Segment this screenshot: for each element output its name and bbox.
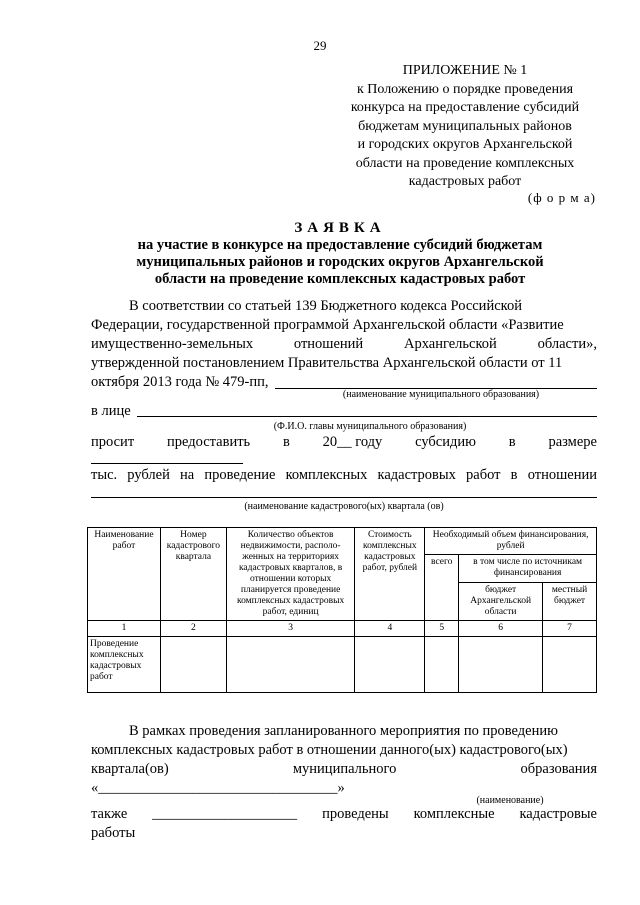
p2-word: квартала(ов) — [91, 761, 169, 777]
table-cell[interactable] — [459, 637, 543, 693]
rubles-word: комплексных — [285, 467, 368, 483]
p1-line: Федерации, государственной программой Архангельской области «Развитие — [91, 317, 564, 333]
appendix-line: бюджетам муниципальных районов — [358, 118, 572, 134]
column-number: 1 — [88, 621, 161, 637]
request-word: субсидию — [415, 434, 476, 450]
head-name-blank[interactable] — [137, 416, 597, 417]
p1-word: области», — [537, 336, 597, 352]
caption-quarter: (наименование кадастрового(ых) квартала (ов) — [244, 501, 444, 512]
appendix-line: и городских округов Архангельской — [357, 137, 573, 152]
request-word: в — [508, 434, 516, 450]
document-heading — [80, 220, 600, 288]
also-word: кадастровые — [519, 806, 597, 822]
header-objects-count: Количество объектов недвижимости, располо-женных на территориях кадастровых кварталов, в отношении которых планируется проведение комплексных кадастровых работ, единиц — [226, 528, 355, 621]
table-cell[interactable] — [355, 637, 425, 693]
also-word: также — [91, 806, 128, 822]
header-cost: Стоимость комплексных кадастровых работ, рублей — [355, 528, 425, 621]
p1-line: В соответствии со статьей 139 Бюджетного кодекса Российской — [129, 298, 522, 314]
p1-word: Архангельской — [404, 336, 497, 352]
p2-line: В рамках проведения запланированного мероприятия по проведению — [129, 723, 558, 739]
row-work-label: Проведение комплексных кадастровых работ — [88, 637, 161, 693]
caption-municipality: (наименование муниципального образования) — [342, 389, 540, 400]
rubles-word: кадастровых — [377, 467, 456, 483]
header-work: Наименование работ — [88, 528, 161, 621]
appendix-line: области на проведение комплексных — [355, 155, 575, 171]
table-cell[interactable] — [543, 637, 597, 693]
rubles-word: на — [180, 467, 195, 483]
heading-subtitle-line: на участие в конкурсе на предоставление субсидий бюджетам — [137, 237, 543, 253]
appendix-line: к Положению о порядке проведения — [356, 81, 574, 97]
also-word: проведены — [322, 806, 389, 822]
appendix-line: кадастровых работ — [408, 174, 522, 189]
request-word: 20__ году — [322, 434, 383, 450]
p2-word: образования — [520, 761, 597, 777]
in-person-label: в лице — [91, 403, 131, 419]
table-header-row — [88, 528, 597, 555]
quarter-blank[interactable] — [91, 497, 597, 498]
rubles-word: проведение — [204, 467, 276, 483]
table-number-row — [88, 621, 597, 637]
page-number: 29 — [313, 38, 327, 53]
column-number: 6 — [459, 621, 543, 637]
p2-word: муниципального — [292, 761, 397, 777]
caption-head: (Ф.И.О. главы муниципального образования) — [273, 421, 467, 432]
header-including: в том числе по источникам финансирования — [459, 555, 597, 583]
request-word: предоставить — [166, 434, 251, 450]
municipality-name-blank[interactable]: «_________________________________» — [91, 780, 345, 796]
header-financing-need: Необходимый объем финансирования, рублей — [425, 528, 597, 555]
also-word: комплексные — [413, 806, 495, 822]
p1-line: утвержденной постановлением Правительства Архангельской области от 11 — [91, 355, 563, 371]
request-word: в — [282, 434, 290, 450]
header-local-budget: местный бюджет — [543, 583, 597, 621]
column-number: 3 — [226, 621, 355, 637]
table-row — [88, 637, 597, 693]
heading-title: ЗАЯВКА — [294, 220, 386, 236]
works-word: работы — [91, 825, 136, 841]
column-number: 2 — [160, 621, 226, 637]
table-cell[interactable] — [425, 637, 459, 693]
p1-line-text: октября 2013 года № 479-пп, — [91, 374, 269, 390]
column-number: 7 — [543, 621, 597, 637]
rubles-word: тыс. — [91, 467, 118, 483]
rubles-word: работ — [466, 467, 501, 483]
column-number: 4 — [355, 621, 425, 637]
works-row — [91, 825, 597, 842]
appendix-title: ПРИЛОЖЕНИЕ № 1 — [402, 63, 528, 78]
also-row — [91, 806, 597, 823]
financing-table — [87, 527, 597, 693]
p2-line: комплексных кадастровых работ в отношении данного(ых) кадастрового(ых) — [91, 742, 568, 758]
in-person-row — [91, 403, 597, 420]
amount-blank[interactable] — [91, 463, 243, 464]
p1-word: имущественно-земельных — [91, 336, 254, 352]
heading-subtitle-line: муниципальных районов и городских округов Архангельской — [136, 254, 544, 270]
p2-line — [91, 760, 597, 779]
caption-name: (наименование) — [476, 795, 544, 806]
heading-subtitle-line: области на проведение комплексных кадастровых работ — [154, 271, 526, 287]
p1-word: отношений — [293, 336, 364, 352]
forma-label: (ф о р м а) — [527, 190, 596, 205]
rubles-row — [91, 467, 597, 484]
p1-line — [91, 335, 597, 354]
header-regional-budget: бюджет Архангельской области — [459, 583, 543, 621]
header-total: всего — [425, 555, 459, 621]
paragraph-1 — [91, 297, 597, 392]
request-word: просит — [91, 434, 135, 450]
contractor-blank[interactable]: ____________________ — [152, 806, 298, 822]
appendix-line: конкурса на предоставление субсидий — [350, 100, 580, 115]
rubles-word: отношении — [527, 467, 597, 483]
appendix-block — [330, 62, 600, 192]
column-number: 5 — [425, 621, 459, 637]
rubles-word: рублей — [127, 467, 170, 483]
rubles-word: в — [510, 467, 518, 483]
header-quarter-number: Номер кадастрового квартала — [160, 528, 226, 621]
table-cell[interactable] — [160, 637, 226, 693]
request-row — [91, 434, 597, 451]
paragraph-2 — [91, 722, 597, 798]
table-cell[interactable] — [226, 637, 355, 693]
request-word: размере — [548, 434, 597, 450]
